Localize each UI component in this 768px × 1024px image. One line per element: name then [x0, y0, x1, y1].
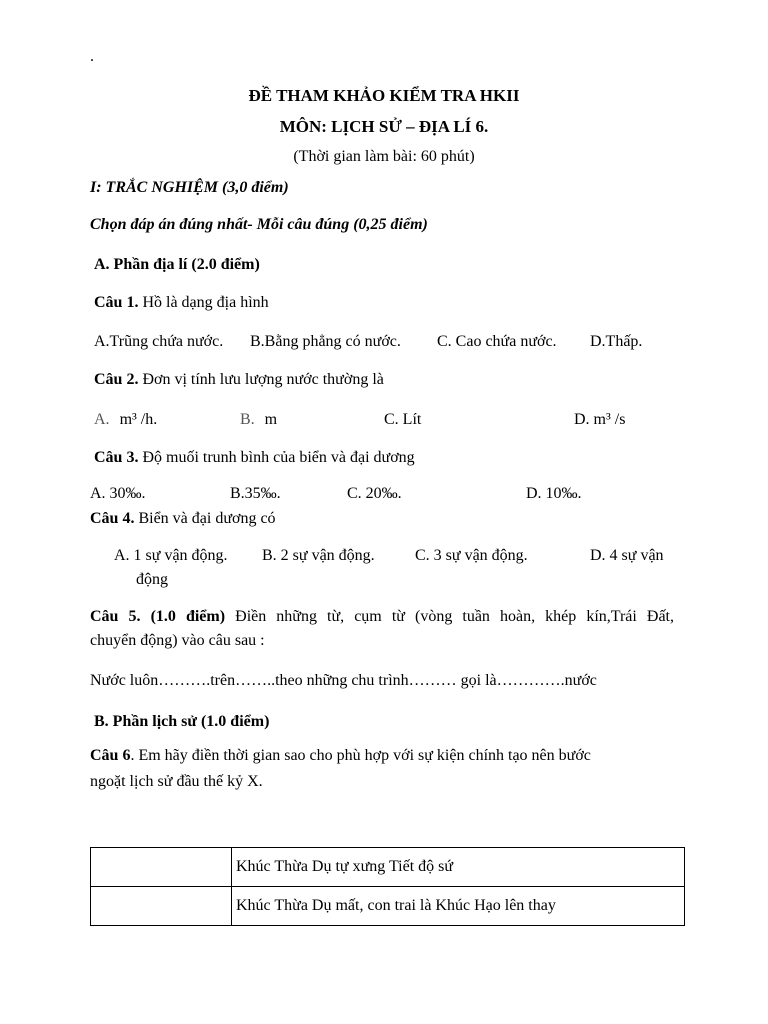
part-b-heading: B. Phần lịch sử (1.0 điểm): [94, 713, 270, 730]
q2-option-c: C. Lít: [384, 411, 422, 428]
question-5-fill-sentence: Nước luôn……….trên……..theo những chu trình……… gọi là………….nước: [90, 672, 597, 689]
q3-option-a: A. 30‰.: [90, 485, 146, 502]
q3-option-c: C. 20‰.: [347, 485, 402, 502]
question-4: [90, 510, 276, 528]
part-a-heading: A. Phần địa lí (2.0 điểm): [94, 256, 260, 273]
question-3-label: Câu 3.: [94, 449, 139, 466]
q4-option-b: B. 2 sự vận động.: [262, 547, 375, 564]
exam-time: (Thời gian làm bài: 60 phút): [293, 148, 475, 165]
question-1-label: Câu 1.: [94, 294, 139, 311]
question-4-label: Câu 4.: [90, 510, 135, 527]
question-5-label: Câu 5. (1.0 điểm): [90, 608, 226, 625]
table-row: [91, 887, 685, 926]
time-cell[interactable]: [91, 848, 232, 887]
q1-option-c: C. Cao chứa nước.: [437, 333, 557, 350]
q3-option-b: B.35‰.: [230, 485, 281, 502]
table-row: [91, 848, 685, 887]
event-cell: Khúc Thừa Dụ mất, con trai là Khúc Hạo lên thay: [232, 887, 685, 926]
section-heading: I: TRẮC NGHIỆM (3,0 điểm): [90, 179, 289, 196]
q1-option-a: A.Trũng chứa nước.: [94, 333, 224, 350]
event-cell: Khúc Thừa Dụ tự xưng Tiết độ sứ: [232, 848, 685, 887]
q1-option-b: B.Bằng phẳng có nước.: [250, 333, 401, 350]
question-1: [94, 294, 269, 312]
q4-option-d: D. 4 sự vận: [590, 547, 664, 564]
q3-option-d: D. 10‰.: [526, 485, 582, 502]
q4-option-c: C. 3 sự vận động.: [415, 547, 528, 564]
question-1-text: Hồ là dạng địa hình: [138, 294, 269, 311]
leading-dot: .: [90, 48, 94, 65]
question-6-line2: ngoặt lịch sử đầu thế kỷ X.: [90, 773, 263, 790]
time-cell[interactable]: [91, 887, 232, 926]
question-6-line1: . Em hãy điền thời gian sao cho phù hợp với sự kiện chính tạo nên bước: [130, 747, 591, 764]
section-instruction: Chọn đáp án đúng nhất- Mỗi câu đúng (0,25 điểm): [90, 216, 428, 233]
question-4-text: Biển và đại dương có: [134, 510, 276, 527]
q2-option-b-letter: B.: [240, 411, 255, 428]
exam-subject: MÔN: LỊCH SỬ – ĐỊA LÍ 6.: [279, 117, 489, 136]
q2-option-d: D. m³ /s: [574, 411, 626, 428]
q4-option-a: A. 1 sự vận động.: [114, 547, 228, 564]
question-2: [94, 371, 384, 389]
question-2-label: Câu 2.: [94, 371, 139, 388]
q2-option-b-text: m: [264, 411, 278, 428]
q2-option-a-text: m³ /h.: [119, 411, 158, 428]
question-3-text: Độ muối trunh bình của biển và đại dương: [138, 449, 415, 466]
timeline-table: [90, 847, 685, 926]
q4-option-d-continued: động: [136, 571, 168, 588]
question-5-line2: chuyển động) vào câu sau :: [90, 632, 265, 649]
question-2-text: Đơn vị tính lưu lượng nước thường là: [138, 371, 384, 388]
question-6: [90, 747, 591, 765]
question-5-line1: Điền những từ, cụm từ (vòng tuần hoàn, khép kín,Trái Đất,: [225, 608, 675, 625]
q2-option-a-letter: A.: [94, 411, 110, 428]
question-6-label: Câu 6: [90, 747, 131, 764]
q2-option-a: [94, 411, 157, 429]
q2-option-b: [240, 411, 277, 429]
question-5: [90, 608, 674, 626]
exam-title: ĐỀ THAM KHẢO KIỂM TRA HKII: [248, 86, 520, 105]
q1-option-d: D.Thấp.: [590, 333, 643, 350]
question-3: [94, 449, 415, 467]
